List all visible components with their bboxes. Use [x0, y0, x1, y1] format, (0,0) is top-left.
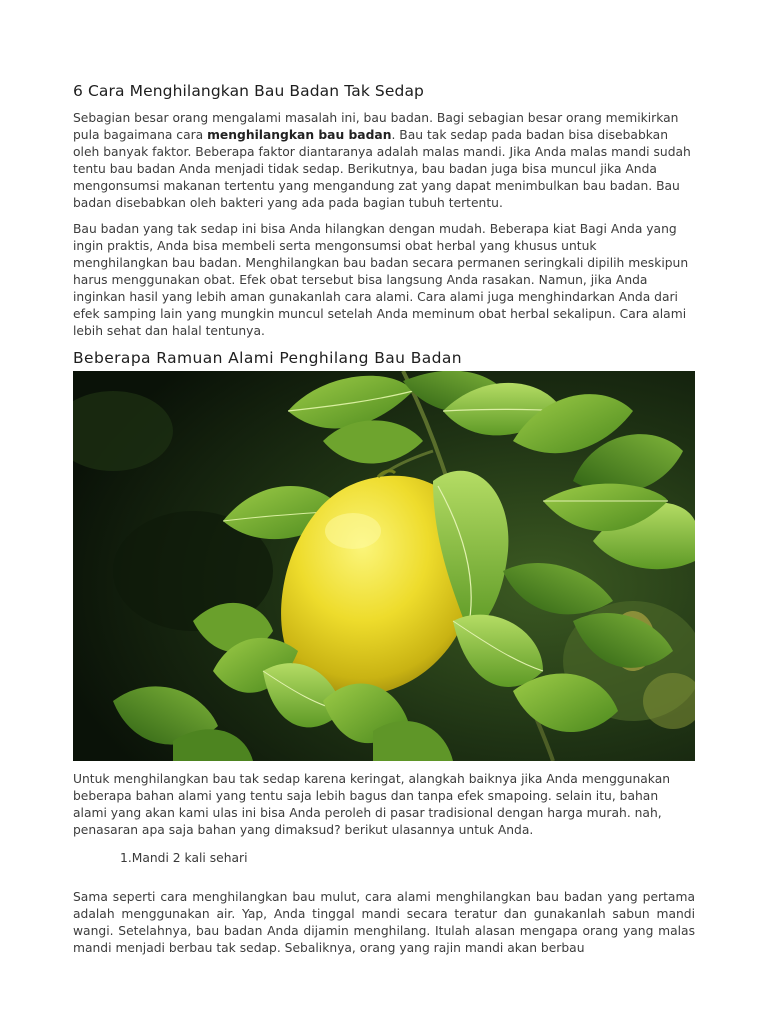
article	[73, 82, 695, 957]
lemon-illustration	[73, 371, 695, 761]
paragraph-fourth: Sama seperti cara menghilangkan bau mulut, cara alami menghilangkan bau badan yang pertama adalah menggunakan air. Yap, Anda tinggal mandi secara teratur dan gunakanlah sabun mandi wangi. Setelahnya, bau badan Anda dijamin menghilang. Itulah alasan mengapa orang yang malas mandi menjadi berbau tak sedap. Sebaliknya, orang yang rajin mandi akan berbau	[73, 890, 695, 955]
paragraph-intro	[73, 110, 695, 212]
lemon-photo	[73, 371, 695, 761]
keyword-bold: menghilangkan bau badan	[207, 128, 392, 142]
paragraph-second: Bau badan yang tak sedap ini bisa Anda hilangkan dengan mudah. Beberapa kiat Bagi Anda yang ingin praktis, Anda bisa membeli serta mengonsumsi obat herbal yang khusus untuk menghilangkan bau badan. Menghilangkan bau badan secara permanen seringkali dipilih meskipun harus menggunakan obat. Efek obat tersebut bisa langsung Anda rasakan. Namun, jika Anda inginkan hasil yang lebih aman gunakanlah cara alami. Cara alami juga menghindarkan Anda dari efek samping lain yang mungkin muncul setelah Anda meminum obat herbal sekalipun. Cara alami lebih sehat dan halal tentunya.	[73, 222, 689, 338]
paragraph-third: Untuk menghilangkan bau tak sedap karena keringat, alangkah baiknya jika Anda menggunakan beberapa bahan alami yang tentu saja lebih bagus dan tanpa efek smapoing. selain itu, bahan alami yang akan kami ulas ini bisa Anda peroleh di pasar tradisional dengan harga murah. nah, penasaran apa saja bahan yang dimaksud? berikut ulasannya untuk Anda.	[73, 772, 671, 837]
list-item-mandi: 1.Mandi 2 kali sehari	[120, 851, 248, 865]
article-title: 6 Cara Menghilangkan Bau Badan Tak Sedap	[73, 82, 424, 100]
section-heading: Beberapa Ramuan Alami Penghilang Bau Badan	[73, 349, 463, 367]
paragraph-intro-end: . Bau tak sedap pada badan bisa disebabkan oleh banyak faktor. Beberapa faktor diantaranya adalah malas mandi. Jika Anda malas mandi sudah tentu bau badan Anda menjadi tidak sedap. Berikutnya, bau badan juga bisa muncul jika Anda mengonsumsi makanan tertentu yang mengandung zat yang dapat menimbulkan bau badan. Bau badan disebabkan oleh bakteri yang ada pada bagian tubuh tertentu.	[73, 128, 691, 210]
paragraph-intro-start: Sebagian besar orang mengalami masalah ini, bau badan. Bagi sebagian besar orang memikirkan pula bagaimana cara	[73, 111, 679, 142]
